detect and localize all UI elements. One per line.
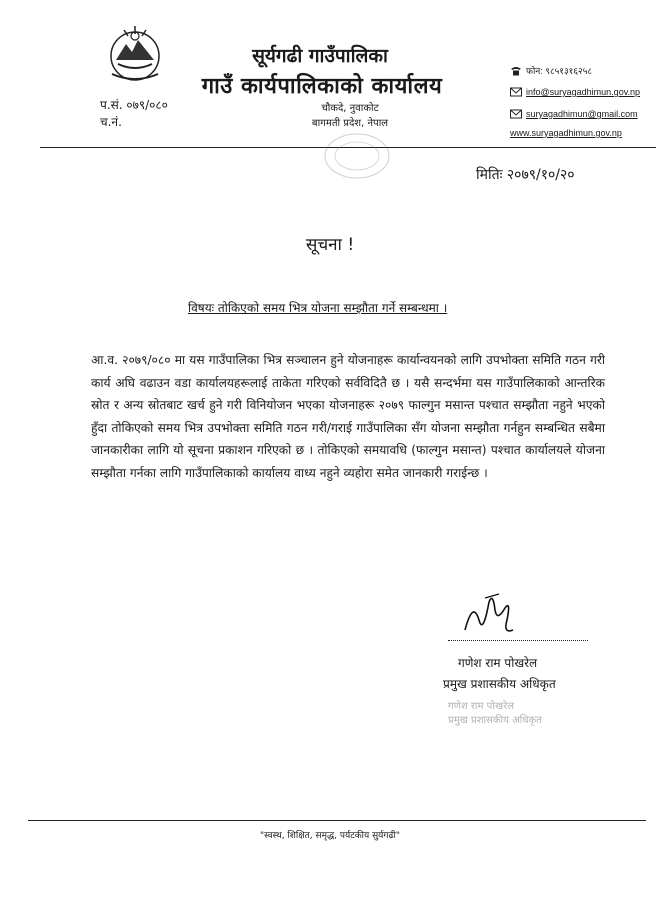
notice-body: आ.व. २०७९/०८० मा यस गाउँपालिका भित्र सञ्चालन हुने योजनाहरू कार्यान्वयनको लागि उपभोक्ता समिति गठन गरी कार्य अघि वढाउन वडा कार्यालयहरूलाई ताकेता गरिएको सर्वविदितै छ । यसै सन्दर्भमा यस गाउँपालिकाको आन्तरिक स्रोत र अन्य स्रोतबाट खर्च हुने गरी विनियोजन भएका योजनाहरू २०७९ फाल्गुन मसान्त पश्चात सम्झौता नहुने भएको हुँदा तोकिएको समय भित्र उपभोक्ता समिति गठन गरी/गराई गाउँपालिका सँग योजना सम्झौता गर्नहुन सम्बन्धित सबैमा जानकारीका लागि यो सूचना प्रकाशन गरिएको छ । तोकिएको समयावधि (फाल्गुन मसान्त) पश्चात कार्यालयले योजना सम्झौता गर्नका लागि गाउँपालिकाको कार्यालय वाध्य नहुने व्यहोरा समेत जानकारी गराईन्छ । <box>91 353 605 480</box>
email-contact-1 <box>510 87 640 97</box>
stamp-post: प्रमुख प्रशासकीय अधिकृत <box>448 715 542 726</box>
address-line-1: चौकदे, नुवाकोट <box>321 103 379 114</box>
office-title: गाउँ कार्यपालिकाको कार्यालय <box>201 74 443 99</box>
signer-designation: प्रमुख प्रशासकीय अधिकृत <box>443 677 556 691</box>
org-name: सूर्यगढी गाउँपालिका <box>252 45 388 67</box>
email-link-1[interactable]: info@suryagadhimun.gov.np <box>526 87 641 97</box>
signer-name: गणेश राम पोखरेल <box>458 656 538 670</box>
email-link-2[interactable]: suryagadhimun@gmail.com <box>526 109 638 119</box>
subject-line: विषयः तोकिएको समय भित्र योजना सम्झौता गर्ने सम्बन्धमा । <box>188 301 448 315</box>
address-line-2: बागमती प्रदेश, नेपाल <box>311 118 389 129</box>
reference-number: प.सं. ०७९/०८० <box>100 98 168 112</box>
handwritten-signature <box>455 590 525 645</box>
notice-title: सूचना ! <box>305 235 355 255</box>
letter-date: मितिः २०७९/१०/२० <box>476 167 575 183</box>
office-stamp-icon <box>322 130 392 182</box>
signature-line <box>448 640 588 641</box>
email-contact-2 <box>510 109 638 119</box>
dispatch-number: च.नं. <box>100 115 122 129</box>
signer-stamp <box>448 700 542 728</box>
footer-slogan: "स्वस्थ, शिक्षित, समृद्ध, पर्यटकीय सुर्यगढी" <box>259 831 400 841</box>
website-contact <box>510 128 622 138</box>
nepal-emblem-icon <box>104 22 166 84</box>
email-icon <box>510 109 522 119</box>
footer-divider <box>28 820 646 821</box>
phone-number: फोन: ९८५१३१६२५८ <box>526 66 593 76</box>
phone-contact <box>510 64 592 77</box>
website-link[interactable]: www.suryagadhimun.gov.np <box>510 128 622 138</box>
email-icon <box>510 87 522 97</box>
stamp-name: गणेश राम पोखरेल <box>448 701 514 712</box>
phone-icon <box>510 66 522 76</box>
